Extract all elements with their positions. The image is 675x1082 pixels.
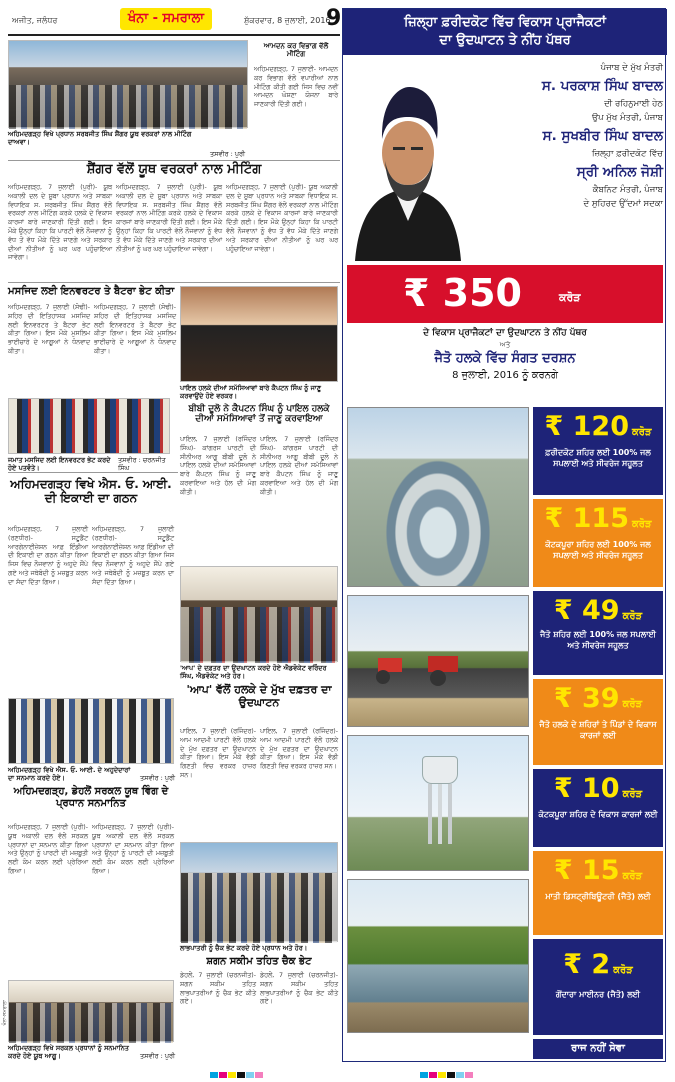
circle-photo-caption: ਅਹਿਮਦਗੜ੍ਹ ਵਿਖੇ ਸਰਕਲ ਪ੍ਰਧਾਨਾਂ ਨੂੰ ਸਨਮਾਨਿਤ ਕਰਦੇ ਹੋਏ ਯੂਥ ਆਗੂ। — [8, 1044, 129, 1060]
cost-desc: ਕੋਟਕਪੂਰਾ ਸ਼ਹਿਰ ਲਈ 100% ਜਲ ਸਪਲਾਈ ਅਤੇ ਸੀਵਰੇਜ ਸਹੂਲਤ — [545, 540, 651, 560]
cost-amount: ₹ 49 — [553, 595, 620, 626]
masthead — [8, 6, 340, 36]
cost-desc: ਜੈਤੋ ਹਲਕੇ ਦੇ ਸ਼ਹਿਰਾਂ ਤੇ ਪਿੰਡਾਂ ਦੇ ਵਿਕਾਸ ਕਾਰਜਾਂ ਲਈ — [539, 720, 657, 740]
headline-bibi-dulo-captain: ਬੀਬੀ ਦੂਲੋ ਨੇ ਕੈਪਟਨ ਸਿੰਘ ਨੂੰ ਪਾਇਲ ਹਲਕੇ ਦੀਆਂ ਸਮੱਸਿਆਵਾਂ ਤੋਂ ਜਾਣੂ ਕਰਵਾਇਆ — [188, 404, 330, 425]
story-shenger-text-col1: ਅਹਿਮਦਗੜ੍ਹ, 7 ਜੁਲਾਈ (ਪੁਰੀ)- ਯੂਥ ਅਕਾਲੀ ਦਲ ਦੇ ਸੂਬਾ ਪ੍ਰਧਾਨ ਅਤੇ ਸਾਬਕਾ ਵਿਧਾਇਕ ਸ. ਸਰਬਜੀਤ ਸਿੰਘ ਸ਼ੈਂਗਰ ਵੱਲੋਂ ਵਰਕਰਾਂ ਨਾਲ ਮੀਟਿੰਗ ਕਰਕੇ ਹਲਕੇ ਦੇ ਵਿਕਾਸ ਕਾਰਜਾਂ ਬਾਰੇ ਜਾਣਕਾਰੀ ਦਿੱਤੀ ਗਈ। ਇਸ ਮੌਕੇ ਉਨ੍ਹਾਂ ਕਿਹਾ ਕਿ ਪਾਰਟੀ ਵੱਲੋਂ ਨੌਜਵਾਨਾਂ ਨੂੰ ਵੱਧ ਤੋਂ ਵੱਧ ਮੌਕੇ ਦਿੱਤੇ ਜਾਣਗੇ ਅਤੇ ਸਰਕਾਰ ਦੀਆਂ ਨੀਤੀਆਂ ਨੂੰ ਘਰ ਘਰ ਪਹੁੰਚਾਇਆ ਜਾਵੇਗਾ। — [8, 184, 112, 262]
soi-photo-caption: ਅਹਿਮਦਗੜ੍ਹ ਵਿਖੇ ਐਸ. ਓ. ਆਈ. ਦੇ ਅਹੁਦੇਦਾਰਾਂ ਦਾ ਸਨਮਾਨ ਕਰਦੇ ਹੋਏ। — [8, 766, 131, 782]
story-bibi-dulo-text-col2: ਪਾਇਲ, 7 ਜੁਲਾਈ (ਰਜਿੰਦਰ ਸਿੰਘ)- ਕਾਂਗਰਸ ਪਾਰਟੀ ਦੀ ਸੀਨੀਅਰ ਆਗੂ ਬੀਬੀ ਦੂਲੋ ਨੇ ਪਾਇਲ ਹਲਕੇ ਦੀਆਂ ਸਮੱਸਿਆਵਾਂ ਬਾਰੇ ਕੈਪਟਨ ਸਿੰਘ ਨੂੰ ਜਾਣੂ ਕਰਵਾਇਆ ਅਤੇ ਹੱਲ ਦੀ ਮੰਗ ਕੀਤੀ। — [260, 436, 338, 496]
cost-amount: ₹ 2 — [563, 949, 611, 980]
cost-unit: ਕਰੋੜ — [622, 789, 643, 800]
ad-top-banner — [343, 9, 667, 55]
mosque-photo-credit: ਤਸਵੀਰ : ਚਰਨਜੀਤ ਸਿੰਘ — [118, 456, 166, 472]
photo-mosque-inverter — [8, 398, 170, 454]
cost-amount: ₹ 10 — [553, 773, 620, 804]
cost-desc: ਜੈਤੋ ਸ਼ਹਿਰ ਲਈ 100% ਜਲ ਸਪਲਾਈ ਅਤੇ ਸੀਵਰੇਜ ਸਹੂਲਤ — [540, 630, 656, 650]
cost-amount: ₹ 120 — [544, 411, 629, 442]
masthead-city: ਅਜੀਤ, ਜਲੰਧਰ — [12, 16, 58, 25]
color-registration-marks-right — [420, 1063, 474, 1069]
photo-payal-meeting — [180, 286, 338, 382]
cost-desc: ਗੋਂਦਾਰਾ ਮਾਈਨਰ (ਜੈਤੋ) ਲਈ — [555, 990, 641, 999]
total-amount-unit: ਕਰੋੜ — [559, 291, 581, 304]
photo-aap-office — [180, 566, 338, 662]
ad-district-line: ਜ਼ਿਲ੍ਹਾ ਫ਼ਰੀਦਕੋਟ ਵਿੱਚ — [591, 149, 663, 159]
ad-mid-line4: 8 ਜੁਲਾਈ, 2016 ਨੂੰ ਕਰਨਗੇ — [452, 370, 558, 381]
photo-shagun-cheque — [180, 842, 338, 942]
leader-portrait — [349, 61, 467, 261]
photo-canal — [347, 879, 529, 1033]
ad-mid-line3: ਜੈਤੋ ਹਲਕੇ ਵਿੱਚ ਸੰਗਤ ਦਰਸ਼ਨ — [434, 351, 576, 366]
story-shagun-text-col2: ਡੇਹਲੋਂ, 7 ਜੁਲਾਈ (ਚਰਨਜੀਤ)- ਸ਼ਗਨ ਸਕੀਮ ਤਹਿਤ ਲਾਭਪਾਤਰੀਆਂ ਨੂੰ ਚੈਕ ਭੇਟ ਕੀਤੇ ਗਏ। — [260, 972, 338, 1006]
payal-photo-caption: ਪਾਇਲ ਹਲਕੇ ਦੀਆਂ ਸਮੱਸਿਆਵਾਂ ਬਾਰੇ ਕੈਪਟਨ ਸਿੰਘ ਨੂੰ ਜਾਣੂ ਕਰਵਾਉਂਦੇ ਹੋਏ ਵਰਕਰ। — [180, 384, 321, 400]
story-mosque-text-col1: ਅਹਿਮਦਗੜ੍ਹ, 7 ਜੁਲਾਈ (ਸੋਢੀ)- ਸ਼ਹਿਰ ਦੀ ਇਤਿਹਾਸਕ ਮਸਜਿਦ ਲਈ ਇਨਵਰਟਰ ਤੇ ਬੈਟਰਾ ਭੇਟ ਕੀਤਾ ਗਿਆ। ਇਸ ਮੌਕੇ ਮੁਸਲਿਮ ਭਾਈਚਾਰੇ ਦੇ ਆਗੂਆਂ ਨੇ ਧੰਨਵਾਦ ਕੀਤਾ। — [8, 304, 90, 355]
cost-block-jaito-development — [533, 679, 663, 765]
photo-youth-meeting — [8, 40, 248, 128]
cost-unit: ਕਰੋੜ — [622, 699, 643, 710]
ad-mid-text — [343, 327, 667, 384]
circle-photo-credit: ਤਸਵੀਰ : ਪੁਰੀ — [140, 1052, 176, 1060]
photo-water-tank — [347, 735, 529, 871]
masthead-title: ਖੰਨਾ - ਸਮਰਾਲਾ — [120, 8, 212, 30]
headline-soi-unit: ਅਹਿਮਦਗੜ੍ਹ ਵਿਖੇ ਐਸ. ਓ. ਆਈ. ਦੀ ਇਕਾਈ ਦਾ ਗਠਨ — [10, 477, 172, 505]
photo-road-construction — [347, 595, 529, 727]
photo-soi-honour — [8, 698, 174, 764]
ad-minister-title: ਕੈਬਨਿਟ ਮੰਤਰੀ, ਪੰਜਾਬ — [592, 185, 663, 195]
top-photo-credit: ਤਸਵੀਰ : ਪੁਰੀ — [210, 150, 246, 158]
story-shagun-text-col1: ਡੇਹਲੋਂ, 7 ਜੁਲਾਈ (ਚਰਨਜੀਤ)- ਸ਼ਗਨ ਸਕੀਮ ਤਹਿਤ ਲਾਭਪਾਤਰੀਆਂ ਨੂੰ ਚੈਕ ਭੇਟ ਕੀਤੇ ਗਏ। — [180, 972, 256, 1006]
story-youth-wing-text-col1: ਅਹਿਮਦਗੜ੍ਹ, 7 ਜੁਲਾਈ (ਪੁਰੀ)- ਯੂਥ ਅਕਾਲੀ ਦਲ ਵੱਲੋਂ ਸਰਕਲ ਪ੍ਰਧਾਨਾਂ ਦਾ ਸਨਮਾਨ ਕੀਤਾ ਗਿਆ ਅਤੇ ਉਨ੍ਹਾਂ ਨੂੰ ਪਾਰਟੀ ਦੀ ਮਜ਼ਬੂਤੀ ਲਈ ਕੰਮ ਕਰਨ ਲਈ ਪ੍ਰੇਰਿਆ ਗਿਆ। — [8, 824, 88, 875]
photo-water-treatment-plant — [347, 407, 529, 587]
cost-unit: ਕਰੋੜ — [631, 519, 652, 530]
mosque-photo-caption: ਜਮਾਤ ਮਸਜਿਦ ਲਈ ਇਨਵਰਟਰ ਭੇਟ ਕਰਦੇ ਹੋਏ ਪਤਵੰਤੇ। — [8, 456, 111, 472]
story-shenger-text-col2: ਅਹਿਮਦਗੜ੍ਹ, 7 ਜੁਲਾਈ (ਪੁਰੀ)- ਯੂਥ ਅਕਾਲੀ ਦਲ ਦੇ ਸੂਬਾ ਪ੍ਰਧਾਨ ਅਤੇ ਸਾਬਕਾ ਵਿਧਾਇਕ ਸ. ਸਰਬਜੀਤ ਸਿੰਘ ਸ਼ੈਂਗਰ ਵੱਲੋਂ ਵਰਕਰਾਂ ਨਾਲ ਮੀਟਿੰਗ ਕਰਕੇ ਹਲਕੇ ਦੇ ਵਿਕਾਸ ਕਾਰਜਾਂ ਬਾਰੇ ਜਾਣਕਾਰੀ ਦਿੱਤੀ ਗਈ। ਇਸ ਮੌਕੇ ਉਨ੍ਹਾਂ ਕਿਹਾ ਕਿ ਪਾਰਟੀ ਵੱਲੋਂ ਨੌਜਵਾਨਾਂ ਨੂੰ ਵੱਧ ਤੋਂ ਵੱਧ ਮੌਕੇ ਦਿੱਤੇ ਜਾਣਗੇ ਅਤੇ ਸਰਕਾਰ ਦੀਆਂ ਨੀਤੀਆਂ ਨੂੰ ਘਰ ਘਰ ਪਹੁੰਚਾਇਆ ਜਾਵੇਗਾ। — [116, 184, 222, 253]
cost-amount: ₹ 115 — [544, 503, 629, 534]
ad-names-block — [461, 61, 663, 211]
headline-mosque-inverter: ਮਸਜਿਦ ਲਈ ਇਨਵਰਟਰ ਤੇ ਬੈਟਰਾ ਭੇਟ ਕੀਤਾ — [8, 286, 175, 297]
ad-mid-line2: ਅਤੇ — [499, 341, 511, 349]
cost-amount: ₹ 39 — [553, 683, 620, 714]
soi-photo-credit: ਤਸਵੀਰ : ਪੁਰੀ — [140, 774, 176, 782]
masthead-date: ਸ਼ੁੱਕਰਵਾਰ, 8 ਜੁਲਾਈ, 2016 — [244, 16, 331, 25]
cost-block-kotkapura — [533, 499, 663, 587]
ad-cm-title: ਪੰਜਾਬ ਦੇ ਮੁੱਖ ਮੰਤਰੀ — [600, 63, 663, 73]
headline-aap-office: 'ਆਪ' ਵੱਲੋਂ ਹਲਕੇ ਦੇ ਮੁੱਖ ਦਫ਼ਤਰ ਦਾ ਉਦਘਾਟਨ — [186, 683, 332, 709]
side-section-label: ਖੰਨਾ-ਸਮਰਾਲਾ — [2, 1000, 8, 1026]
story-mosque-text-col2: ਅਹਿਮਦਗੜ੍ਹ, 7 ਜੁਲਾਈ (ਸੋਢੀ)- ਸ਼ਹਿਰ ਦੀ ਇਤਿਹਾਸਕ ਮਸਜਿਦ ਲਈ ਇਨਵਰਟਰ ਤੇ ਬੈਟਰਾ ਭੇਟ ਕੀਤਾ ਗਿਆ। ਇਸ ਮੌਕੇ ਮੁਸਲਿਮ ਭਾਈਚਾਰੇ ਦੇ ਆਗੂਆਂ ਨੇ ਧੰਨਵਾਦ ਕੀਤਾ। — [94, 304, 176, 355]
story-soi-text-col1: ਅਹਿਮਦਗੜ੍ਹ, 7 ਜੁਲਾਈ (ਰਣਧੀਰ)- ਸਟੂਡੈਂਟ ਆਰਗੇਨਾਈਜ਼ੇਸ਼ਨ ਆਫ਼ ਇੰਡੀਆ ਦੀ ਇਕਾਈ ਦਾ ਗਠਨ ਕੀਤਾ ਗਿਆ ਜਿਸ ਵਿਚ ਨੌਜਵਾਨਾਂ ਨੂੰ ਅਹੁਦੇ ਸੌਂਪੇ ਗਏ ਅਤੇ ਜਥੇਬੰਦੀ ਨੂੰ ਮਜ਼ਬੂਤ ਕਰਨ ਦਾ ਸੱਦਾ ਦਿੱਤਾ ਗਿਆ। — [8, 526, 88, 586]
aap-photo-caption: 'ਆਪ' ਦੇ ਦਫ਼ਤਰ ਦਾ ਉਦਘਾਟਨ ਕਰਦੇ ਹੋਏ ਐਡਵੋਕੇਟ ਵਰਿੰਦਰ ਸਿੰਘ, ਐਡਵੋਕੇਟ ਅਤੇ ਹੋਰ। — [180, 664, 327, 680]
story-aap-text-col2: ਪਾਇਲ, 7 ਜੁਲਾਈ (ਰਜਿੰਦਰ)- ਆਮ ਆਦਮੀ ਪਾਰਟੀ ਵੱਲੋਂ ਹਲਕੇ ਦੇ ਮੁੱਖ ਦਫ਼ਤਰ ਦਾ ਉਦਘਾਟਨ ਕੀਤਾ ਗਿਆ। ਇਸ ਮੌਕੇ ਵੱਡੀ ਗਿਣਤੀ ਵਿਚ ਵਰਕਰ ਹਾਜ਼ਰ ਸਨ। — [260, 728, 338, 771]
page-number: 9 — [326, 6, 342, 31]
shagun-photo-caption: ਲਾਭਪਾਤਰੀ ਨੂੰ ਚੈਕ ਭੇਟ ਕਰਦੇ ਹੋਏ ਪ੍ਰਧਾਨ ਅਤੇ ਹੋਰ। — [180, 944, 308, 952]
cost-unit: ਕਰੋੜ — [613, 965, 633, 976]
ad-cm-name: ਸ. ਪਰਕਾਸ਼ ਸਿੰਘ ਬਾਦਲ — [541, 78, 663, 94]
ad-dcm-title: ਉਪ ਮੁੱਖ ਮੰਤਰੀ, ਪੰਜਾਬ — [591, 113, 663, 123]
cost-desc: ਫ਼ਰੀਦਕੋਟ ਸ਼ਹਿਰ ਲਈ 100% ਜਲ ਸਪਲਾਈ ਅਤੇ ਸੀਵਰੇਜ ਸਹੂਲਤ — [545, 448, 651, 468]
ad-slogan: ਰਾਜ ਨਹੀਂ ਸੇਵਾ — [533, 1039, 663, 1059]
color-registration-marks-left — [210, 1063, 264, 1069]
ad-top-line2: ਦਾ ਉਦਘਾਟਨ ਤੇ ਨੀਂਹ ਪੱਥਰ — [439, 33, 571, 48]
total-amount: ₹ 350 — [403, 271, 522, 315]
headline-shenger-youth-meeting: ਸ਼ੈਂਗਰ ਵੱਲੋਂ ਯੂਥ ਵਰਕਰਾਂ ਨਾਲ ਮੀਟਿੰਗ — [86, 162, 262, 177]
photo-circle-presidents — [8, 980, 174, 1042]
cost-unit: ਕਰੋੜ — [622, 611, 643, 622]
headline-income-tax: ਆਮਦਨ ਕਰ ਵਿਭਾਗ ਵੱਲੋਂ ਮੀਟਿੰਗ — [263, 42, 329, 59]
headline-shagun-cheque: ਸ਼ਗਨ ਸਕੀਮ ਤਹਿਤ ਚੈਕ ਭੇਟ — [206, 956, 312, 967]
story-aap-text-col1: ਪਾਇਲ, 7 ਜੁਲਾਈ (ਰਜਿੰਦਰ)- ਆਮ ਆਦਮੀ ਪਾਰਟੀ ਵੱਲੋਂ ਹਲਕੇ ਦੇ ਮੁੱਖ ਦਫ਼ਤਰ ਦਾ ਉਦਘਾਟਨ ਕੀਤਾ ਗਿਆ। ਇਸ ਮੌਕੇ ਵੱਡੀ ਗਿਣਤੀ ਵਿਚ ਵਰਕਰ ਹਾਜ਼ਰ ਸਨ। — [180, 728, 256, 779]
ad-mid-line1: ਦੇ ਵਿਕਾਸ ਪ੍ਰਾਜੈਕਟਾਂ ਦਾ ਉਦਘਾਟਨ ਤੇ ਨੀਂਹ ਪੱਥਰ — [423, 328, 587, 338]
cost-desc: ਕੋਟਕਪੂਰਾ ਸ਼ਹਿਰ ਦੇ ਵਿਕਾਸ ਕਾਰਜਾਂ ਲਈ — [538, 810, 658, 819]
ad-dcm-name: ਸ. ਸੁਖਬੀਰ ਸਿੰਘ ਬਾਦਲ — [542, 128, 663, 144]
cost-unit: ਕਰੋੜ — [622, 871, 643, 882]
cost-block-distributary — [533, 851, 663, 935]
ad-efforts-line: ਦੇ ਸੁਹਿਰਦ ਉੱਦਮਾਂ ਸਦਕਾ — [583, 199, 663, 209]
cost-block-minor — [533, 939, 663, 1035]
story-income-tax-text: ਅਹਿਮਦਗੜ੍ਹ, 7 ਜੁਲਾਈ- ਆਮਦਨ ਕਰ ਵਿਭਾਗ ਵੱਲੋਂ ਵਪਾਰੀਆਂ ਨਾਲ ਮੀਟਿੰਗ ਕੀਤੀ ਗਈ ਜਿਸ ਵਿਚ ਨਵੀਂ ਆਮਦਨ ਘੋਸ਼ਣਾ ਯੋਜਨਾ ਬਾਰੇ ਜਾਣਕਾਰੀ ਦਿੱਤੀ ਗਈ। — [254, 66, 338, 109]
cost-block-kotkapura-development — [533, 769, 663, 847]
story-bibi-dulo-text-col1: ਪਾਇਲ, 7 ਜੁਲਾਈ (ਰਜਿੰਦਰ ਸਿੰਘ)- ਕਾਂਗਰਸ ਪਾਰਟੀ ਦੀ ਸੀਨੀਅਰ ਆਗੂ ਬੀਬੀ ਦੂਲੋ ਨੇ ਪਾਇਲ ਹਲਕੇ ਦੀਆਂ ਸਮੱਸਿਆਵਾਂ ਬਾਰੇ ਕੈਪਟਨ ਸਿੰਘ ਨੂੰ ਜਾਣੂ ਕਰਵਾਇਆ ਅਤੇ ਹੱਲ ਦੀ ਮੰਗ ਕੀਤੀ। — [180, 436, 256, 496]
top-photo-caption: ਅਹਿਮਦਗੜ੍ਹ ਵਿਖੇ ਪ੍ਰਧਾਨ ਸਰਬਜੀਤ ਸਿੰਘ ਸ਼ੈਂਗਰ ਯੂਥ ਵਰਕਰਾਂ ਨਾਲ ਮੀਟਿੰਗ ਦਾਅਵਾ। — [8, 130, 192, 146]
cost-block-faridkot — [533, 407, 663, 495]
headline-youth-wing-honoured: ਅਹਿਮਦਗੜ੍ਹ, ਡੇਹਲੋਂ ਸਰਕਲ ਯੂਥ ਵਿੰਗ ਦੇ ਪ੍ਰਧਾਨ ਸਨਮਾਨਿਤ — [13, 786, 169, 809]
story-shenger-text-col3: ਅਹਿਮਦਗੜ੍ਹ, 7 ਜੁਲਾਈ (ਪੁਰੀ)- ਯੂਥ ਅਕਾਲੀ ਦਲ ਦੇ ਸੂਬਾ ਪ੍ਰਧਾਨ ਅਤੇ ਸਾਬਕਾ ਵਿਧਾਇਕ ਸ. ਸਰਬਜੀਤ ਸਿੰਘ ਸ਼ੈਂਗਰ ਵੱਲੋਂ ਵਰਕਰਾਂ ਨਾਲ ਮੀਟਿੰਗ ਕਰਕੇ ਹਲਕੇ ਦੇ ਵਿਕਾਸ ਕਾਰਜਾਂ ਬਾਰੇ ਜਾਣਕਾਰੀ ਦਿੱਤੀ ਗਈ। ਇਸ ਮੌਕੇ ਉਨ੍ਹਾਂ ਕਿਹਾ ਕਿ ਪਾਰਟੀ ਵੱਲੋਂ ਨੌਜਵਾਨਾਂ ਨੂੰ ਵੱਧ ਤੋਂ ਵੱਧ ਮੌਕੇ ਦਿੱਤੇ ਜਾਣਗੇ ਅਤੇ ਸਰਕਾਰ ਦੀਆਂ ਨੀਤੀਆਂ ਨੂੰ ਘਰ ਘਰ ਪਹੁੰਚਾਇਆ ਜਾਵੇਗਾ। — [226, 184, 338, 253]
cost-amount: ₹ 15 — [553, 855, 620, 886]
ad-guidance-line: ਦੀ ਰਹਿਨੁਮਾਈ ਹੇਠ — [604, 99, 663, 109]
story-soi-text-col2: ਅਹਿਮਦਗੜ੍ਹ, 7 ਜੁਲਾਈ (ਰਣਧੀਰ)- ਸਟੂਡੈਂਟ ਆਰਗੇਨਾਈਜ਼ੇਸ਼ਨ ਆਫ਼ ਇੰਡੀਆ ਦੀ ਇਕਾਈ ਦਾ ਗਠਨ ਕੀਤਾ ਗਿਆ ਜਿਸ ਵਿਚ ਨੌਜਵਾਨਾਂ ਨੂੰ ਅਹੁਦੇ ਸੌਂਪੇ ਗਏ ਅਤੇ ਜਥੇਬੰਦੀ ਨੂੰ ਮਜ਼ਬੂਤ ਕਰਨ ਦਾ ਸੱਦਾ ਦਿੱਤਾ ਗਿਆ। — [92, 526, 174, 586]
cost-desc: ਮਾਤੀ ਡਿਸਟ੍ਰੀਬਿਊਟਰੀ (ਜੈਤੋ) ਲਈ — [545, 892, 651, 901]
total-amount-box — [347, 265, 663, 323]
cost-block-jaito-water — [533, 591, 663, 675]
ad-top-line1: ਜ਼ਿਲ੍ਹਾ ਫ਼ਰੀਦਕੋਟ ਵਿੱਚ ਵਿਕਾਸ ਪ੍ਰਾਜੈਕਟਾਂ — [404, 15, 606, 30]
ad-minister-name: ਸ੍ਰੀ ਅਨਿਲ ਜੋਸ਼ੀ — [576, 164, 663, 180]
government-advertisement — [342, 8, 666, 1062]
cost-unit: ਕਰੋੜ — [631, 427, 652, 438]
story-youth-wing-text-col2: ਅਹਿਮਦਗੜ੍ਹ, 7 ਜੁਲਾਈ (ਪੁਰੀ)- ਯੂਥ ਅਕਾਲੀ ਦਲ ਵੱਲੋਂ ਸਰਕਲ ਪ੍ਰਧਾਨਾਂ ਦਾ ਸਨਮਾਨ ਕੀਤਾ ਗਿਆ ਅਤੇ ਉਨ੍ਹਾਂ ਨੂੰ ਪਾਰਟੀ ਦੀ ਮਜ਼ਬੂਤੀ ਲਈ ਕੰਮ ਕਰਨ ਲਈ ਪ੍ਰੇਰਿਆ ਗਿਆ। — [92, 824, 174, 875]
